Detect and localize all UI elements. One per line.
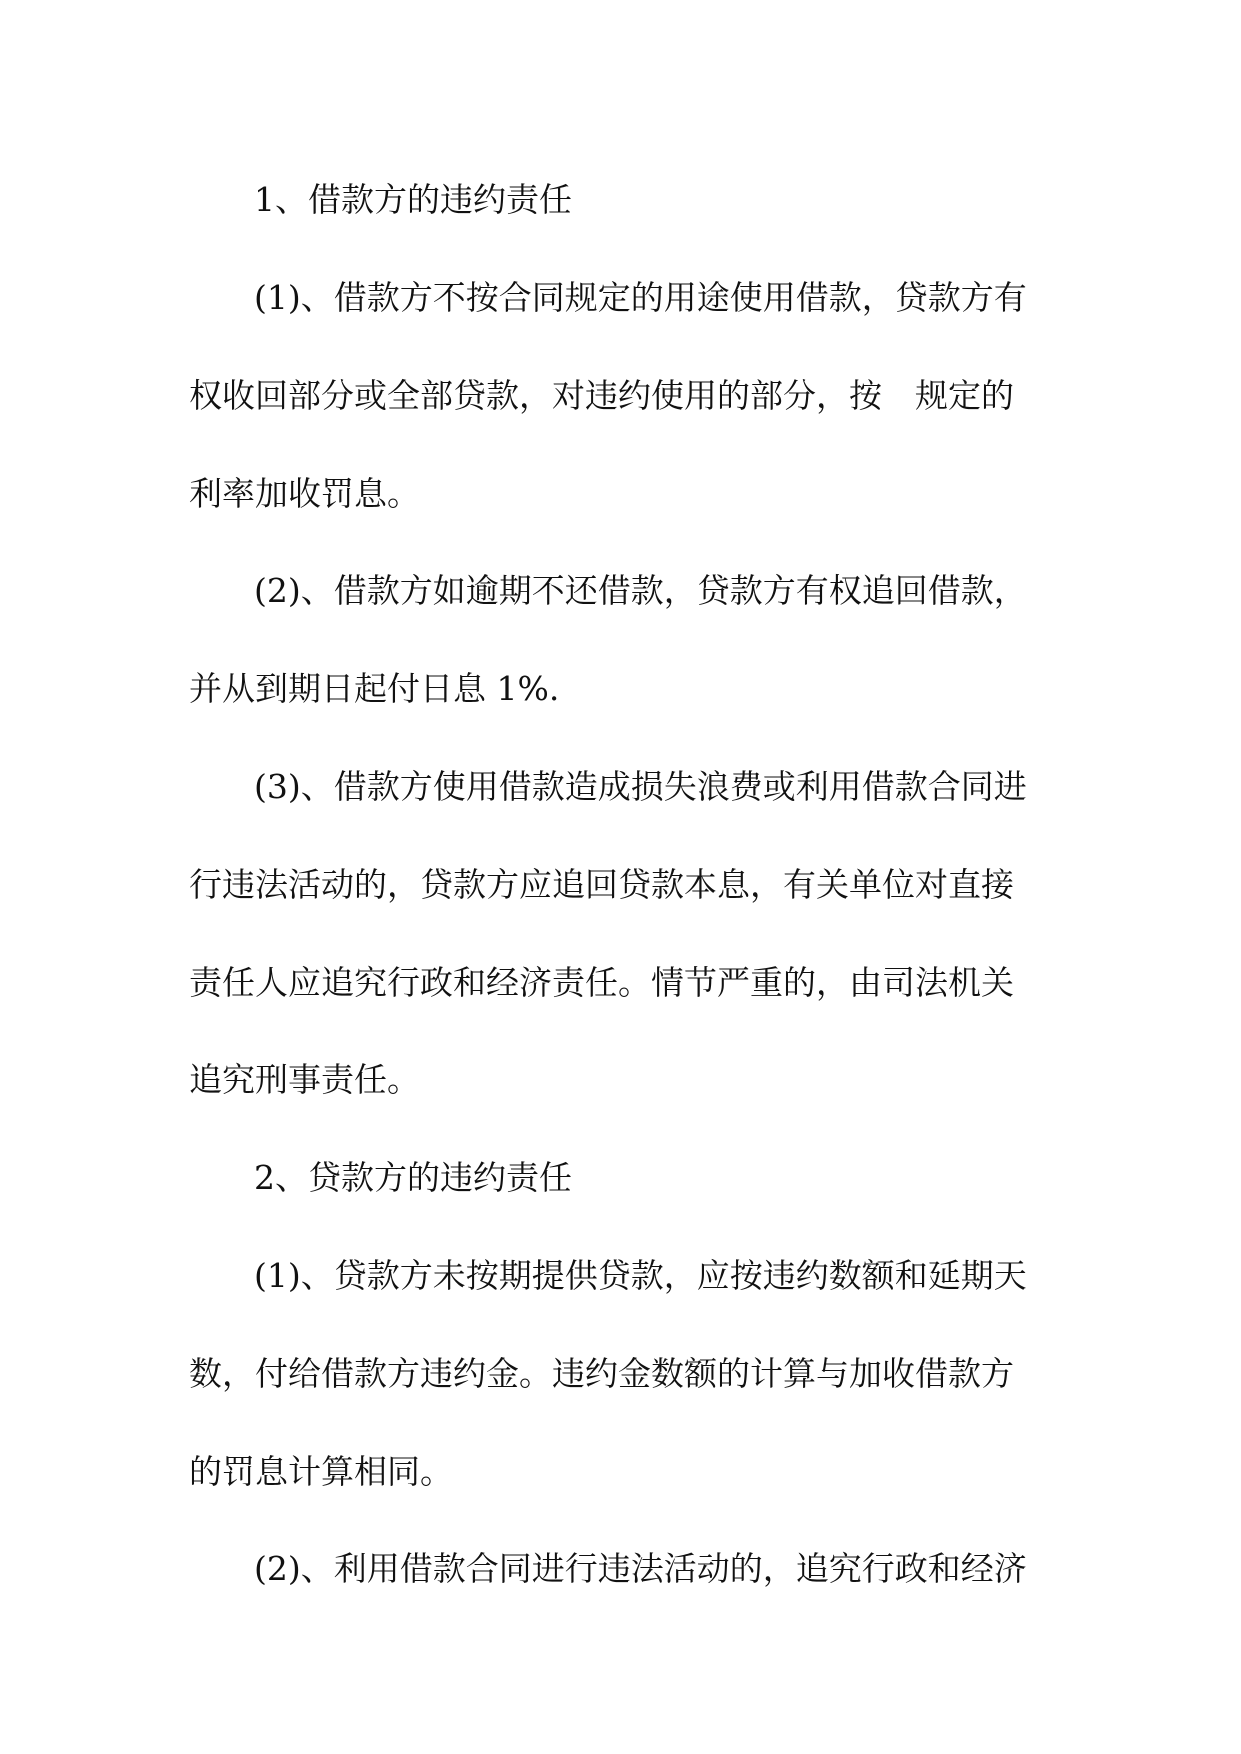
paragraph-line: 并从到期日起付日息 1%. (189, 669, 560, 708)
section-heading: 2、贷款方的违约责任 (254, 1158, 572, 1197)
paragraph-line: (2)、借款方如逾期不还借款，贷款方有权追回借款， (254, 571, 1027, 610)
paragraph-line: 权收回部分或全部贷款，对违约使用的部分，按 规定的 (189, 376, 1014, 415)
paragraph-line: 责任人应追究行政和经济责任。情节严重的，由司法机关 (189, 963, 1014, 1002)
section-heading: 1、借款方的违约责任 (254, 180, 572, 219)
paragraph-line: (1)、贷款方未按期提供贷款，应按违约数额和延期天 (254, 1256, 1027, 1295)
paragraph-line: 数，付给借款方违约金。违约金数额的计算与加收借款方 (189, 1354, 1014, 1393)
paragraph-line: 行违法活动的，贷款方应追回贷款本息，有关单位对直接 (189, 865, 1014, 904)
paragraph-line: (3)、借款方使用借款造成损失浪费或利用借款合同进 (254, 767, 1027, 806)
paragraph-line: (2)、利用借款合同进行违法活动的，追究行政和经济 (254, 1549, 1027, 1588)
paragraph-line: 利率加收罚息。 (189, 474, 420, 513)
paragraph-line: (1)、借款方不按合同规定的用途使用借款，贷款方有 (254, 278, 1027, 317)
paragraph-line: 追究刑事责任。 (189, 1060, 420, 1099)
paragraph-line: 的罚息计算相同。 (189, 1452, 453, 1491)
